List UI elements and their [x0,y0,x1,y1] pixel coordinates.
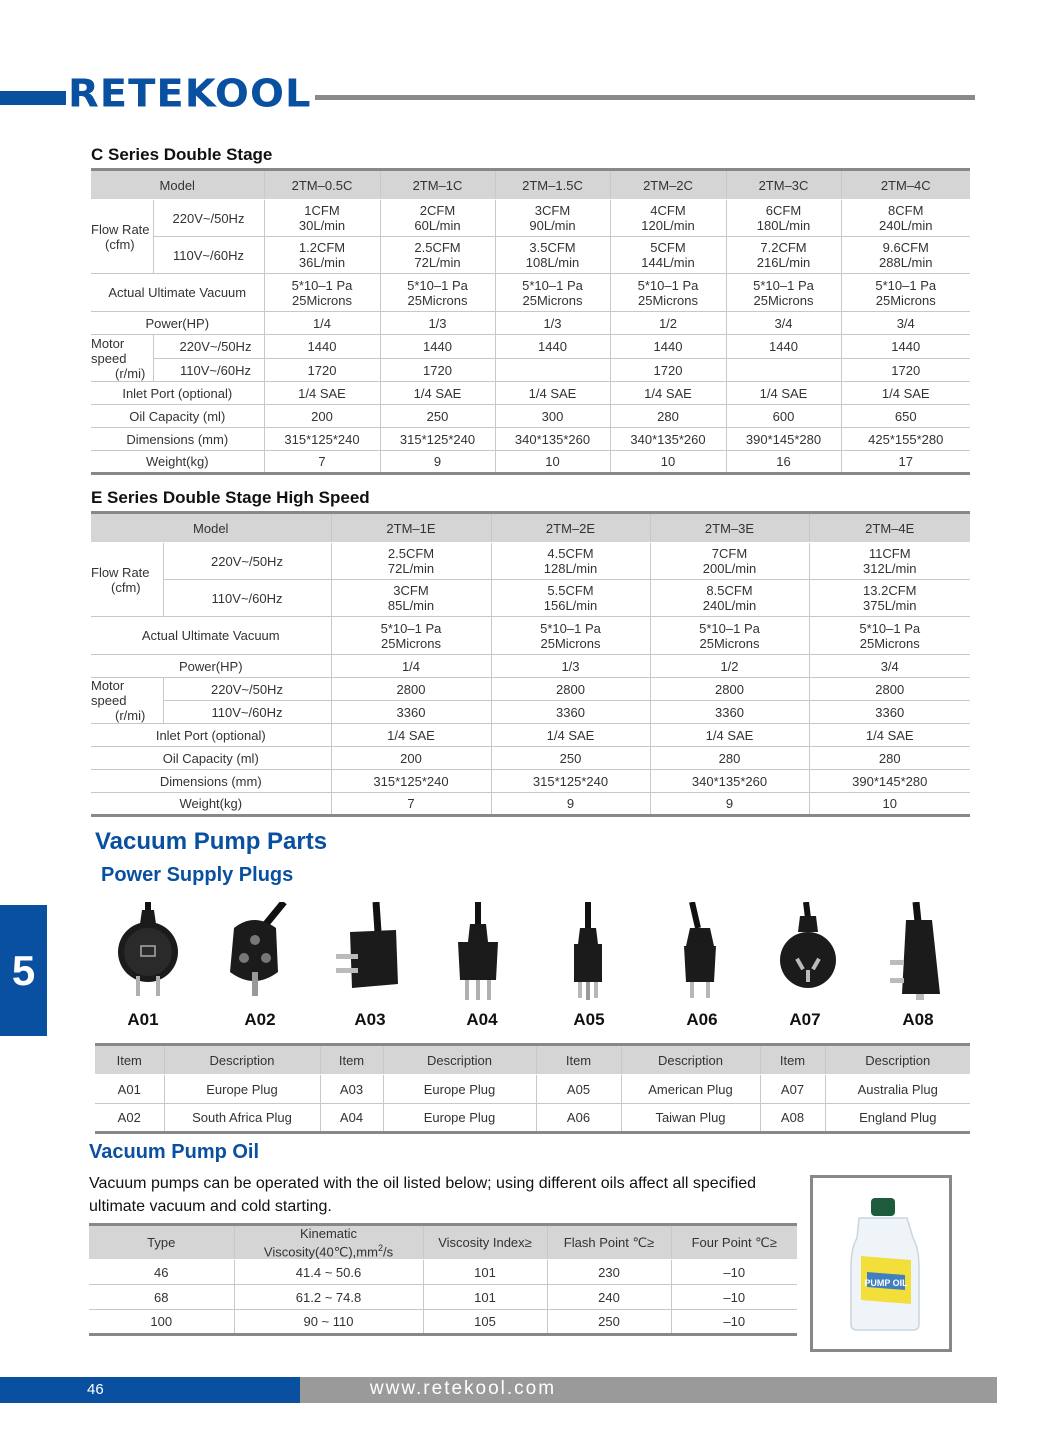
table-row: Weight(kg) 7 9 10 10 16 17 [91,451,970,474]
motor-speed-label: Motor speed (r/mi) [91,335,153,382]
website-link[interactable]: www.retekool.com [369,1378,557,1399]
page-number: 46 [87,1381,104,1398]
oil-bottle-image [810,1175,952,1352]
oil-title: Vacuum Pump Oil [89,1141,260,1163]
c-series-table [91,168,970,475]
table-row: Dimensions (mm) 315*125*240 315*125*240 340*135*260 390*145*280 [91,770,970,793]
plug-label: A07 [789,1010,821,1029]
south-africa-plug-icon [214,902,294,1002]
parts-title: Vacuum Pump Parts [95,828,328,855]
table-row: Oil Capacity (ml) 200 250 280 280 [91,747,970,770]
american-plug-icon [550,902,630,1002]
plug-label: A08 [902,1010,934,1029]
oil-bottle-icon [813,1178,949,1349]
model-cell: 2TM–3C [726,170,841,200]
oil-table [89,1223,797,1336]
header-rule [315,95,975,100]
e-series-table [91,511,970,817]
table-row: Weight(kg) 7 9 9 10 [91,793,970,816]
table-row: 68 61.2 ~ 74.8 101 240 –10 [89,1285,797,1310]
table-row: Oil Capacity (ml) 200 250 300 280 600 650 [91,405,970,428]
model-cell: 2TM–1.5C [495,170,610,200]
plug-label: A03 [354,1010,386,1029]
motor-speed-label: Motor speed (r/mi) [91,678,163,724]
table-header-row [91,170,970,200]
plugs-title: Power Supply Plugs [101,864,294,886]
table-row: 46 41.4 ~ 50.6 101 230 –10 [89,1260,797,1285]
table-row: A01 Europe Plug A03 Europe Plug A05 American Plug A07 Australia Plug [95,1075,970,1104]
chapter-tab: 5 [0,905,47,1036]
table-row: 110V~/60Hz 3360 3360 3360 3360 [91,701,970,724]
model-cell: 2TM–2C [610,170,726,200]
plug-label: A06 [686,1010,718,1029]
table-row: 110V~/60Hz 3CFM 85L/min 5.5CFM 156L/min 8.5CFM 240L/min 13.2CFM 375L/min [91,580,970,617]
header-cell: Model [91,170,264,200]
table-row: 110V~/60Hz 1.2CFM 36L/min 2.5CFM 72L/min 3.5CFM 108L/min 5CFM 144L/min 7.2CFM 216L/min 9.6CFM 288L/min [91,237,970,274]
plug-label: A02 [244,1010,276,1029]
table-row: Flow Rate (cfm) 220V~/50Hz 1CFM 30L/min 2CFM 60L/min 3CFM 90L/min 4CFM 120L/min 6CFM 180L/min 8CFM 240L/min [91,200,970,237]
brand-logo: RETEKOOL [68,72,312,116]
table-header-row: Item Description Item Description Item Description Item Description [95,1045,970,1075]
europe-plug-icon [108,902,188,1002]
oil-description: Vacuum pumps can be operated with the oil listed below; using different oils affect all specified ultimate vacuum and cold starting. [89,1175,757,1215]
table-row: 100 90 ~ 110 105 250 –10 [89,1310,797,1335]
europe-plug-icon [438,902,518,1002]
footer-blue-bar [0,1377,300,1403]
plug-label: A05 [573,1010,605,1029]
c-series-title: C Series Double Stage [91,145,273,164]
model-cell: 2TM–0.5C [264,170,380,200]
australia-plug-icon [770,902,850,1002]
table-row: Power(HP) 1/4 1/3 1/3 1/2 3/4 3/4 [91,312,970,335]
europe-plug-icon [326,902,406,1002]
plug-table [95,1043,970,1134]
table-header-row: Type Kinematic $Viscosity(40℃),mm^2/s$ Viscosity Index≥ Flash Point ℃≥ Four Point ℃≥ [89,1225,797,1260]
flow-rate-label: Flow Rate (cfm) [91,200,153,274]
table-row: Dimensions (mm) 315*125*240 315*125*240 340*135*260 340*135*260 390*145*280 425*155*280 [91,428,970,451]
voltage-label: 110V~/60Hz [153,237,264,274]
e-series-title: E Series Double Stage High Speed [91,488,370,507]
table-header-row: Model 2TM–1E 2TM–2E 2TM–3E 2TM–4E [91,513,970,543]
bottle-label: PUMP OIL [864,1278,908,1288]
taiwan-plug-icon [662,902,742,1002]
header-accent-bar [0,91,66,105]
table-row: 110V~/60Hz 1720 1720 1720 1720 [91,359,970,382]
table-row: A02 South Africa Plug A04 Europe Plug A06 Taiwan Plug A08 England Plug [95,1104,970,1133]
table-row: Flow Rate (cfm) 220V~/50Hz 2.5CFM 72L/min 4.5CFM 128L/min 7CFM 200L/min 11CFM 312L/min [91,543,970,580]
england-plug-icon [880,902,960,1002]
table-row: Motor speed (r/mi) 220V~/50Hz 2800 2800 2800 2800 [91,678,970,701]
table-row: Actual Ultimate Vacuum 5*10–1 Pa 25Microns 5*10–1 Pa 25Microns 5*10–1 Pa 25Microns 5*10–1 Pa 25Microns 5*10–1 Pa 25Microns 5*10–1 Pa 25Microns [91,274,970,312]
table-row: Inlet Port (optional) 1/4 SAE 1/4 SAE 1/4 SAE 1/4 SAE 1/4 SAE 1/4 SAE [91,382,970,405]
table-row: Motor speed (r/mi) 220V~/50Hz 1440 1440 1440 1440 1440 1440 [91,335,970,359]
plug-label: A04 [466,1010,498,1029]
plug-label: A01 [127,1010,159,1029]
model-cell: 2TM–1C [380,170,495,200]
model-cell: 2TM–4C [841,170,970,200]
table-row: Power(HP) 1/4 1/3 1/2 3/4 [91,655,970,678]
flow-rate-label: Flow Rate (cfm) [91,543,163,617]
voltage-label: 220V~/50Hz [153,200,264,237]
table-row: Inlet Port (optional) 1/4 SAE 1/4 SAE 1/4 SAE 1/4 SAE [91,724,970,747]
table-row: Actual Ultimate Vacuum 5*10–1 Pa 25Microns 5*10–1 Pa 25Microns 5*10–1 Pa 25Microns 5*10–1 Pa 25Microns [91,617,970,655]
